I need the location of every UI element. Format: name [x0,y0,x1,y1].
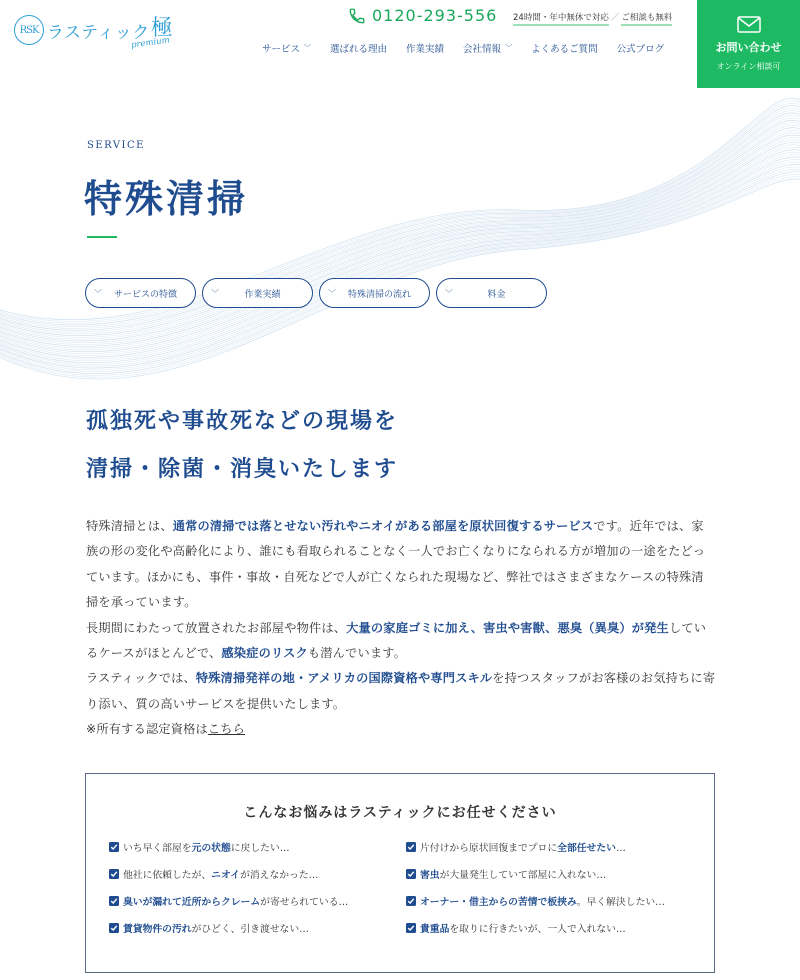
text-run: 。早く解決したい… [576,897,665,908]
text-run: も潜んでいます。 [307,646,407,661]
worries-title: こんなお悩みはラスティックにお任せください [243,805,557,821]
nav-item-label: 会社情報 [463,44,502,55]
checkbox-icon [109,842,119,852]
highlight-text: 特殊清掃発祥の地・アメリカの国際資格や専門スキル [195,671,493,686]
worry-item [109,894,406,908]
chevron-down-icon: ﹀ [445,288,453,298]
checkbox-icon [109,923,119,933]
anchor-nav [85,278,547,308]
intro-body [86,514,716,743]
certifications-link[interactable]: こちら [207,722,246,737]
worry-item [406,867,699,881]
text-run: 特殊清掃とは、 [86,519,173,533]
text-run: しているケースがほとんどで、 [86,620,707,661]
intro-paragraph-4 [86,717,716,742]
anchor-works[interactable] [202,278,313,308]
text-run: ※所有する認定資格は [86,722,208,737]
worry-text [123,921,309,935]
text-run: がひどく、引き渡せない… [191,924,309,935]
anchor-label: 料金 [487,289,506,300]
checkbox-icon [406,869,416,879]
highlight-text: 大量の家庭ゴミに加え、害虫や害獣、悪臭（異臭）が発生 [346,620,669,635]
nav-item-service[interactable] [262,41,311,55]
text-run: … [615,843,626,854]
text-run: が大量発生していて部屋に入れない… [439,870,607,881]
text-run: に戻したい… [230,843,290,854]
checkbox-icon [109,869,119,879]
checkbox-icon [406,923,416,933]
nav-item-company[interactable] [463,41,512,55]
chevron-down-icon: ﹀ [304,44,312,52]
worry-text [420,867,606,881]
wave-line [0,128,800,341]
worries-box [85,773,715,973]
text-run: 長期間にわたって放置されたお部屋や物件は、 [86,620,347,635]
highlight-text: 感染症のリスク [221,646,308,661]
nav-item-label: 公式ブログ [616,44,665,55]
intro-paragraph-3 [86,666,716,717]
worry-text [123,867,318,881]
page-title: 特殊清掃 [84,177,249,221]
logo-mark-icon [14,15,44,45]
anchor-label: サービスの特徴 [113,289,177,300]
worry-item [109,921,406,935]
page-eyebrow: SERVICE [87,140,145,151]
phone-link[interactable] [348,6,497,25]
intro-paragraph-1 [86,514,716,616]
intro-paragraph-2 [86,616,716,667]
chevron-down-icon: ﹀ [94,288,102,298]
worry-item [109,840,406,854]
checkbox-icon [406,896,416,906]
phone-note [513,11,672,23]
contact-button-sub: オンライン相談可 [716,62,781,71]
highlight-text: 貴重品 [420,924,450,935]
logo-premium: premium [130,35,171,51]
worry-text [420,840,626,854]
highlight-text: 害虫 [420,870,440,881]
phone-icon [348,7,366,25]
text-run: を取りに行きたいが、一人で入れない… [449,924,626,935]
nav-item-label: よくあるご質問 [531,44,598,55]
highlight-text: オーナー・借主からの苦情で板挟み [420,897,577,908]
phone-note-separator: ／ [610,13,620,23]
worry-item [109,867,406,881]
highlight-text: 賃貸物件の汚れ [123,924,192,935]
title-divider [87,236,117,238]
nav-item-blog[interactable] [617,41,665,55]
anchor-price[interactable] [436,278,547,308]
nav-item-faq[interactable] [531,41,598,55]
nav-item-reasons[interactable] [330,41,387,55]
text-run: が寄せられている… [260,897,349,908]
worries-list [109,840,699,935]
mail-icon [737,16,761,33]
worry-text [420,894,665,908]
anchor-label: 作業実績 [244,289,281,300]
nav-item-label: サービス [262,44,301,55]
logo-mark-text: RSK [19,24,39,36]
wave-line [0,135,800,346]
wave-line [0,130,800,343]
phone-note-hours: 24時間・年中無休で対応 [513,13,609,26]
lead-line-2: 清掃・除菌・消臭いたします [86,457,399,482]
nav-item-label: 作業実績 [406,44,445,55]
phone-number: 0120-293-556 [372,6,498,25]
logo-kanji: 極 [150,15,173,41]
checkbox-icon [109,896,119,906]
nav-item-label: 選ばれる理由 [330,44,388,55]
anchor-label: 特殊清掃の流れ [347,289,411,300]
worry-item [406,921,699,935]
worry-item [406,840,699,854]
text-run: 他社に依頼したが、 [123,870,212,881]
text-run: ラスティックでは、 [86,671,196,686]
highlight-text: 元の状態 [191,843,231,854]
text-run: 片付けから原状回復までプロに [420,843,558,854]
text-run: です。近年では、家族の形の変化や高齢化により、誰にも看取られることなく一人でお亡くなりになられる方が増加の一途をたどっています。ほかにも、事件・事故・自死などで人が亡くなられた現場など、弊社ではさまざまなケースの特殊清掃を承っています。 [86,519,706,610]
lead-line-1: 孤独死や事故死などの現場を [86,409,399,434]
text-run: いち早く部屋を [123,843,192,854]
chevron-down-icon: ﹀ [505,44,513,52]
worry-text [123,894,348,908]
worry-item [406,894,699,908]
lead-heading [86,398,398,494]
highlight-text: ニオイ [211,870,241,881]
main-nav [262,41,664,55]
worry-text [420,921,626,935]
anchor-features[interactable] [85,278,196,308]
site-logo[interactable] [14,10,174,50]
highlight-text: 臭いが漏れて近所からクレーム [123,897,261,908]
nav-item-works[interactable] [406,41,444,55]
highlight-text: 全部任せたい [557,843,616,854]
contact-button-label: お問い合わせ [715,41,782,54]
highlight-text: 通常の清掃では落とせない汚れやニオイがある部屋を原状回復するサービス [172,519,594,533]
worry-text [123,840,290,854]
chevron-down-icon: ﹀ [211,288,219,298]
logo-name: ラスティック [47,22,150,43]
chevron-down-icon: ﹀ [328,288,336,298]
phone-note-free: ご相談も無料 [621,13,672,26]
anchor-flow[interactable] [319,278,430,308]
text-run: を持つスタッフがお客様のお気持ちに寄り添い、質の高いサービスを提供いたします。 [86,671,716,711]
checkbox-icon [406,842,416,852]
text-run: が消えなかった… [240,870,319,881]
